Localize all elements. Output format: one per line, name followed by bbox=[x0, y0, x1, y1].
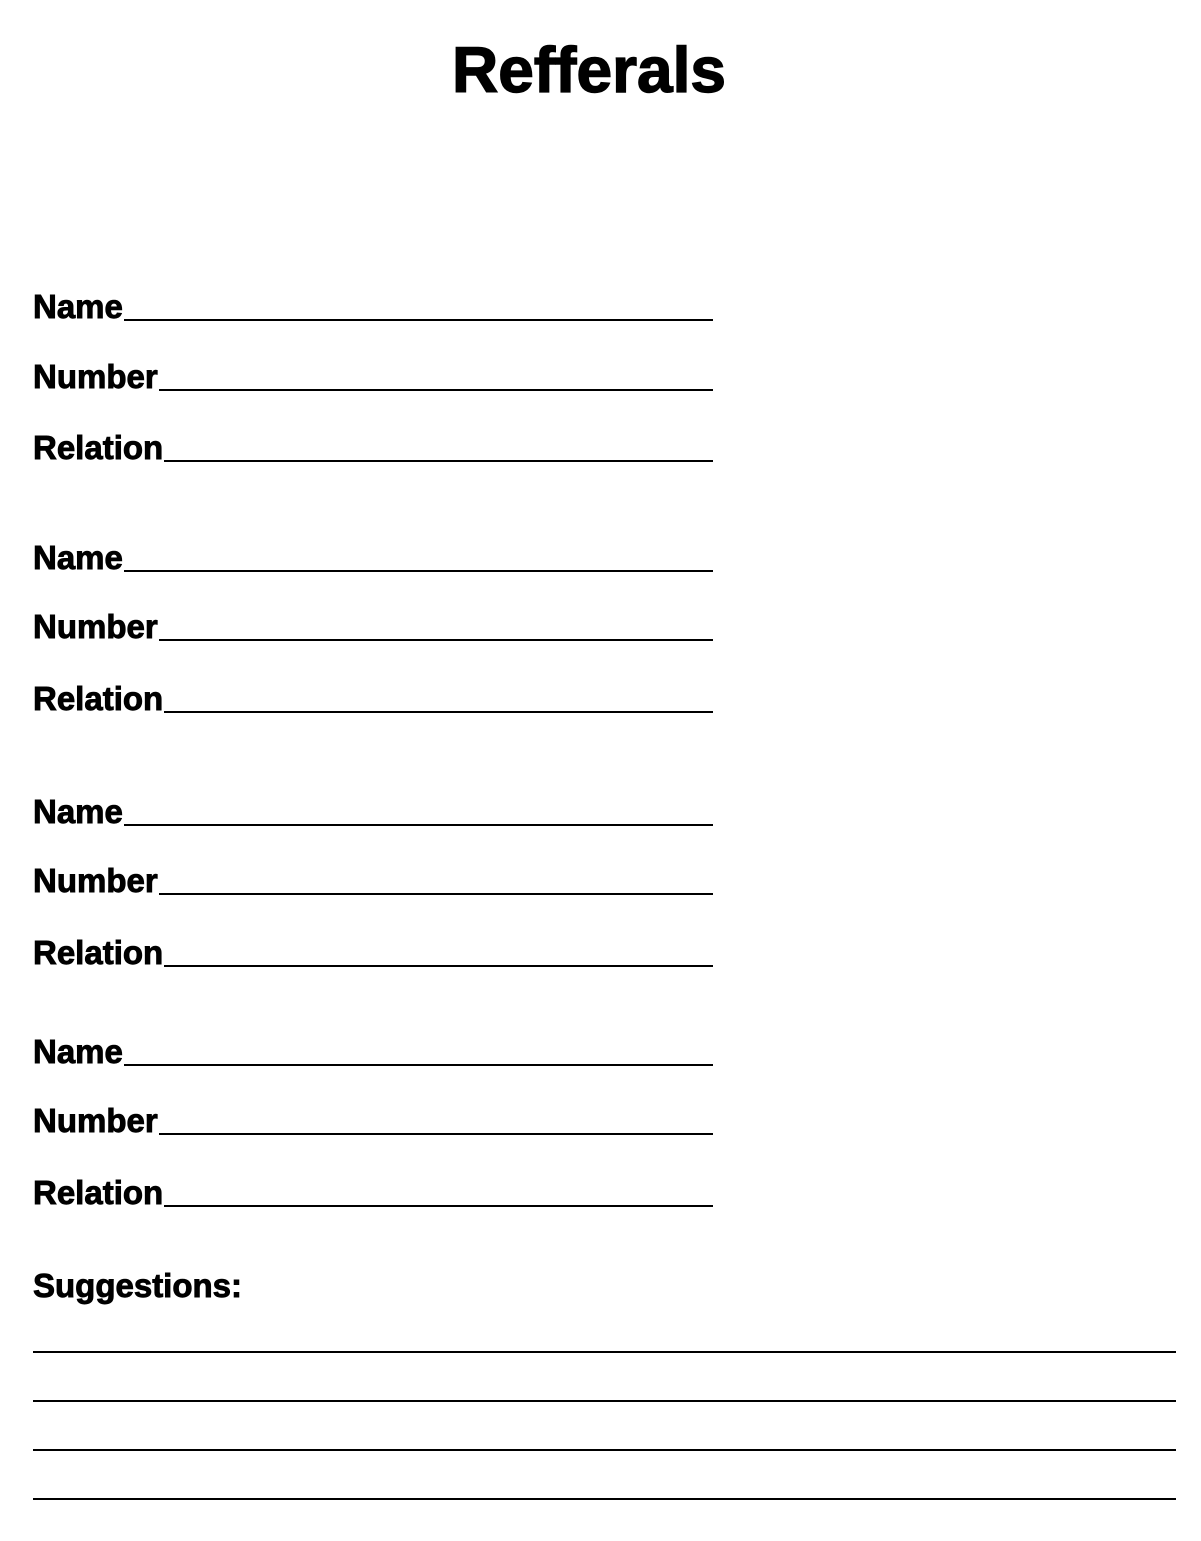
relation-input-line[interactable] bbox=[164, 1205, 713, 1207]
relation-input-line[interactable] bbox=[164, 711, 713, 713]
suggestion-line[interactable] bbox=[33, 1449, 1176, 1451]
number-label: Number bbox=[33, 608, 158, 645]
name-input-line[interactable] bbox=[124, 824, 713, 826]
relation-field[interactable] bbox=[33, 677, 713, 717]
number-field[interactable] bbox=[33, 859, 713, 899]
name-label: Name bbox=[33, 793, 123, 830]
number-field[interactable] bbox=[33, 605, 713, 645]
relation-label: Relation bbox=[33, 1174, 164, 1211]
name-field[interactable] bbox=[33, 536, 713, 576]
suggestions-label: Suggestions: bbox=[33, 1267, 243, 1304]
number-field[interactable] bbox=[33, 1099, 713, 1139]
name-input-line[interactable] bbox=[124, 1064, 713, 1066]
suggestion-line[interactable] bbox=[33, 1351, 1176, 1353]
number-label: Number bbox=[33, 1102, 158, 1139]
number-input-line[interactable] bbox=[159, 389, 713, 391]
name-field[interactable] bbox=[33, 1030, 713, 1070]
relation-label: Relation bbox=[33, 680, 164, 717]
relation-field[interactable] bbox=[33, 1171, 713, 1211]
relation-label: Relation bbox=[33, 934, 164, 971]
name-field[interactable] bbox=[33, 790, 713, 830]
number-input-line[interactable] bbox=[159, 639, 713, 641]
relation-input-line[interactable] bbox=[164, 965, 713, 967]
suggestion-line[interactable] bbox=[33, 1498, 1176, 1500]
number-label: Number bbox=[33, 358, 158, 395]
name-label: Name bbox=[33, 288, 123, 325]
number-field[interactable] bbox=[33, 355, 713, 395]
name-input-line[interactable] bbox=[124, 319, 713, 321]
name-input-line[interactable] bbox=[124, 570, 713, 572]
name-label: Name bbox=[33, 1033, 123, 1070]
number-label: Number bbox=[33, 862, 158, 899]
name-label: Name bbox=[33, 539, 123, 576]
relation-label: Relation bbox=[33, 429, 164, 466]
relation-field[interactable] bbox=[33, 426, 713, 466]
relation-input-line[interactable] bbox=[164, 460, 713, 462]
page-title: Refferals bbox=[452, 34, 726, 106]
number-input-line[interactable] bbox=[159, 893, 713, 895]
suggestion-line[interactable] bbox=[33, 1400, 1176, 1402]
relation-field[interactable] bbox=[33, 931, 713, 971]
number-input-line[interactable] bbox=[159, 1133, 713, 1135]
name-field[interactable] bbox=[33, 285, 713, 325]
